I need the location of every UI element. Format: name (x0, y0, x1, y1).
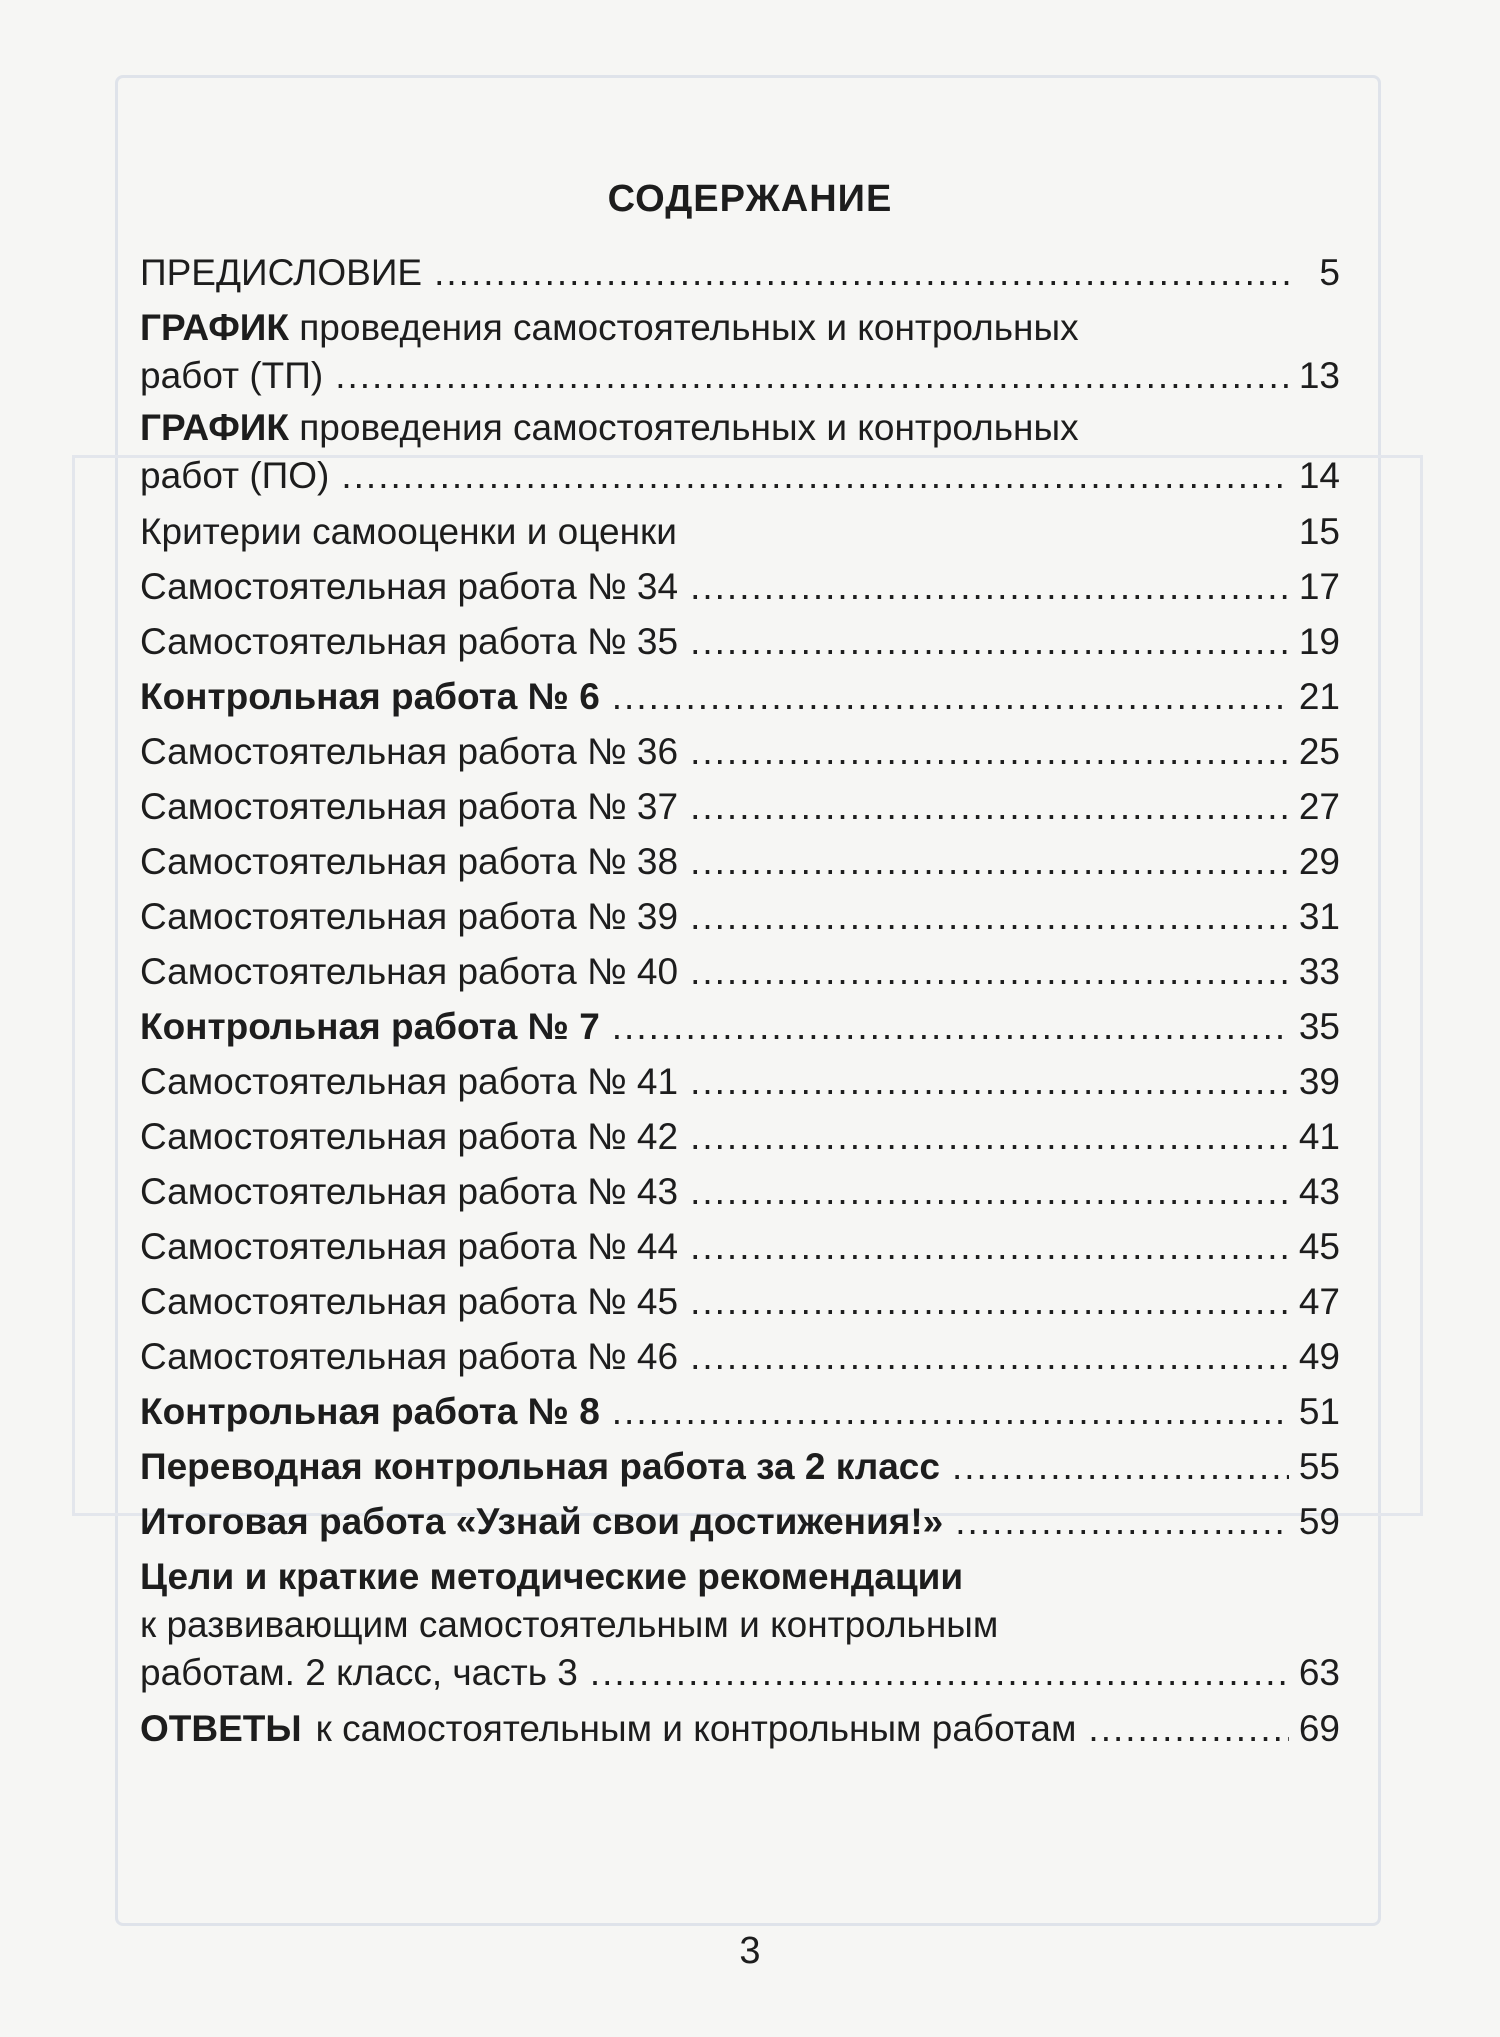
dot-leader (590, 1649, 1289, 1697)
toc-entry-independent-38[interactable] (140, 834, 1340, 889)
toc-entry-bold: ОТВЕТЫ (140, 1708, 302, 1749)
toc-entry-text: Критерии самооценки и оценки (140, 511, 677, 552)
dot-leader (690, 944, 1289, 999)
toc-entry-page: 45 (1298, 1226, 1340, 1267)
toc-entry-page: 63 (1298, 1652, 1340, 1693)
toc-entry-text: к развивающим самостоятельным и контрольным (140, 1604, 999, 1645)
toc-entry-text: Самостоятельная работа № 46 (140, 1336, 679, 1377)
toc-entry-text: ПРЕДИСЛОВИЕ (140, 252, 423, 293)
toc-entry-page: 14 (1298, 455, 1340, 496)
toc-entry-page: 13 (1298, 355, 1340, 396)
toc-entry-text: Самостоятельная работа № 43 (140, 1171, 679, 1212)
dot-leader (690, 1219, 1289, 1274)
toc-entry-page: 29 (1298, 841, 1340, 882)
toc-entry-independent-43[interactable] (140, 1164, 1340, 1219)
dot-leader (690, 559, 1289, 614)
toc-entry-page: 49 (1298, 1336, 1340, 1377)
toc-entry-text: Итоговая работа «Узнай свои достижения!» (140, 1501, 944, 1542)
dot-leader (690, 834, 1289, 889)
toc-entry-page: 35 (1298, 1006, 1340, 1047)
toc-entry-page: 47 (1298, 1281, 1340, 1322)
toc-entry-page: 33 (1298, 951, 1340, 992)
dot-leader (690, 614, 1289, 669)
toc-entry-schedule-tp[interactable] (140, 304, 1340, 400)
dot-leader (690, 1274, 1289, 1329)
toc-entry-text: Контрольная работа № 8 (140, 1391, 600, 1432)
toc-entry-page: 41 (1298, 1116, 1340, 1157)
toc-entry-independent-36[interactable] (140, 724, 1340, 779)
toc-entry-text: Самостоятельная работа № 42 (140, 1116, 679, 1157)
toc-entry-bold: ГРАФИК (140, 407, 289, 448)
toc-entry-independent-40[interactable] (140, 944, 1340, 999)
toc-entry-independent-41[interactable] (140, 1054, 1340, 1109)
toc-entry-criteria[interactable] (140, 504, 1340, 559)
toc-entry-text: Самостоятельная работа № 45 (140, 1281, 679, 1322)
toc-entry-page: 17 (1298, 566, 1340, 607)
toc-entry-bold: ГРАФИК (140, 307, 289, 348)
toc-entry-text: Самостоятельная работа № 36 (140, 731, 679, 772)
toc-entry-page: 69 (1298, 1708, 1340, 1749)
toc-title: СОДЕРЖАНИЕ (607, 178, 893, 220)
dot-leader (335, 352, 1289, 400)
toc-entry-independent-46[interactable] (140, 1329, 1340, 1384)
toc-entry-text: Контрольная работа № 7 (140, 1006, 600, 1047)
toc-entry-text: Самостоятельная работа № 44 (140, 1226, 679, 1267)
toc-entry-page: 5 (1319, 252, 1340, 293)
dot-leader (690, 1164, 1289, 1219)
dot-leader (612, 669, 1289, 724)
dot-leader (690, 1109, 1289, 1164)
toc-entry-cont: работ (ПО) (140, 455, 330, 496)
table-of-contents (140, 245, 1340, 1756)
toc-entry-text: проведения самостоятельных и контрольных (299, 307, 1079, 348)
toc-entry-text: Самостоятельная работа № 38 (140, 841, 679, 882)
dot-leader (341, 452, 1288, 500)
toc-entry-control-7[interactable] (140, 999, 1340, 1054)
toc-entry-page: 39 (1298, 1061, 1340, 1102)
toc-entry-page: 19 (1298, 621, 1340, 662)
toc-entry-page: 21 (1298, 676, 1340, 717)
dot-leader (690, 1054, 1289, 1109)
toc-entry-transfer-control[interactable] (140, 1439, 1340, 1494)
dot-leader (690, 779, 1289, 834)
dot-leader (1088, 1701, 1288, 1756)
page-number: 3 (739, 1930, 761, 1972)
toc-entry-text: к самостоятельным и контрольным работам (315, 1708, 1077, 1749)
toc-entry-text: Переводная контрольная работа за 2 класс (140, 1446, 940, 1487)
toc-entry-goals[interactable] (140, 1553, 1340, 1697)
toc-entry-cont: работам. 2 класс, часть 3 (140, 1652, 578, 1693)
toc-entry-independent-35[interactable] (140, 614, 1340, 669)
toc-entry-independent-34[interactable] (140, 559, 1340, 614)
dot-leader (955, 1494, 1289, 1549)
dot-leader (690, 889, 1289, 944)
toc-entry-independent-37[interactable] (140, 779, 1340, 834)
toc-entry-preface[interactable] (140, 245, 1340, 300)
toc-entry-text: Самостоятельная работа № 35 (140, 621, 679, 662)
toc-entry-text: Самостоятельная работа № 40 (140, 951, 679, 992)
toc-entry-control-8[interactable] (140, 1384, 1340, 1439)
toc-entry-page: 55 (1298, 1446, 1340, 1487)
dot-leader (434, 245, 1292, 300)
toc-entry-page: 43 (1298, 1171, 1340, 1212)
toc-entry-independent-45[interactable] (140, 1274, 1340, 1329)
dot-leader (690, 724, 1289, 779)
toc-entry-text: Самостоятельная работа № 37 (140, 786, 679, 827)
toc-entry-text: Самостоятельная работа № 39 (140, 896, 679, 937)
toc-entry-answers[interactable] (140, 1701, 1340, 1756)
toc-entry-independent-42[interactable] (140, 1109, 1340, 1164)
toc-entry-control-6[interactable] (140, 669, 1340, 724)
toc-entry-page: 27 (1298, 786, 1340, 827)
toc-entry-page: 51 (1298, 1391, 1340, 1432)
toc-entry-page: 31 (1298, 896, 1340, 937)
toc-entry-text: Самостоятельная работа № 41 (140, 1061, 679, 1102)
toc-entry-page: 25 (1298, 731, 1340, 772)
toc-entry-text: Контрольная работа № 6 (140, 676, 600, 717)
toc-entry-cont: работ (ТП) (140, 355, 324, 396)
toc-entry-page: 59 (1298, 1501, 1340, 1542)
toc-entry-final-work[interactable] (140, 1494, 1340, 1549)
dot-leader (690, 1329, 1289, 1384)
toc-entry-schedule-po[interactable] (140, 404, 1340, 500)
dot-leader (612, 999, 1289, 1054)
toc-entry-page: 15 (1298, 511, 1340, 552)
toc-entry-text: проведения самостоятельных и контрольных (299, 407, 1079, 448)
toc-entry-independent-44[interactable] (140, 1219, 1340, 1274)
toc-entry-text: Цели и краткие методические рекомендации (140, 1556, 964, 1597)
toc-entry-text: Самостоятельная работа № 34 (140, 566, 679, 607)
toc-entry-independent-39[interactable] (140, 889, 1340, 944)
dot-leader (952, 1439, 1289, 1494)
dot-leader (612, 1384, 1289, 1439)
